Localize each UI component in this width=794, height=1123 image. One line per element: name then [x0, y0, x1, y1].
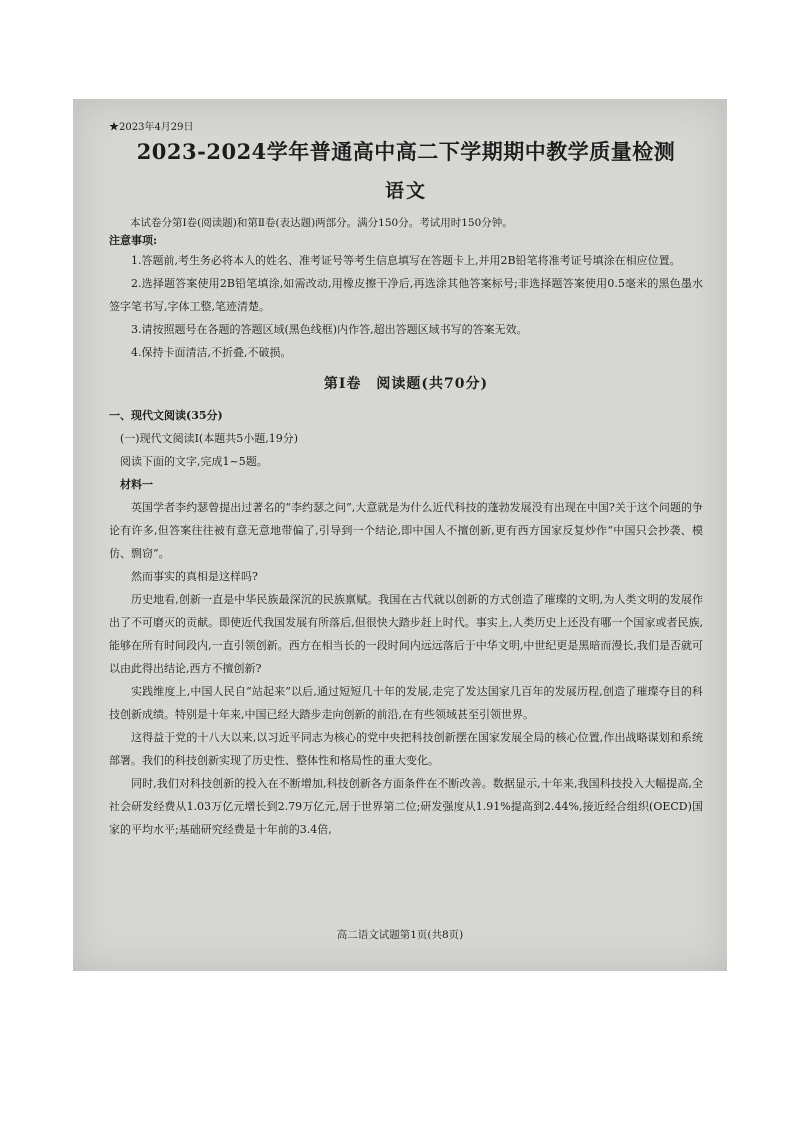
notice-item: 4.保持卡面清洁,不折叠,不破损。: [131, 346, 292, 359]
passage-paragraph: 同时,我们对科技创新的投入在不断增加,科技创新各方面条件在不断改善。数据显示,十年来,我国科技投入大幅提高,全社会研发经费从1.03万亿元增长到2.79万亿元,居于世界第二位;研发强度从1.91%提高到2.44%,接近经合组织(OECD)国家的平均水平;基础研究经费是十年前的3.4倍,: [109, 777, 703, 836]
section-title: 第Ⅰ卷 阅读题(共70分): [323, 376, 489, 392]
notice-heading: 注意事项:: [109, 234, 158, 247]
page-footer: 高二语文试题第1页(共8页): [336, 929, 464, 941]
passage-paragraph: 然而事实的真相是这样吗?: [131, 570, 258, 583]
exam-title: 2023-2024学年普通高中高二下学期期中教学质量检测: [136, 139, 676, 164]
exam-date: ★2023年4月29日: [109, 122, 194, 133]
notice-item: 3.请按照题号在各题的答题区域(黑色线框)内作答,超出答题区域书写的答案无效。: [131, 323, 528, 336]
document-photo: [73, 99, 727, 971]
material-label: 材料一: [120, 478, 153, 491]
passage-paragraph: 实践维度上,中国人民自“站起来”以后,通过短短几十年的发展,走完了发达国家几百年的发展历程,创造了璀璨夺目的科技创新成绩。特别是十年来,中国已经大踏步走向创新的前沿,在有些领域甚至引领世界。: [109, 685, 703, 721]
subpart-heading: (一)现代文阅读Ⅰ(本题共5小题,19分): [120, 432, 299, 445]
passage-paragraph: 历史地看,创新一直是中华民族最深沉的民族禀赋。我国在古代就以创新的方式创造了璀璨的文明,为人类文明的发展作出了不可磨灭的贡献。即使近代我国发展有所落后,但很快大踏步赶上时代。事实上,人类历史上还没有哪一个国家或者民族,能够在所有时间段内,一直引领创新。西方在相当长的一段时间内远远落后于中华文明,中世纪更是黑暗而漫长,我们是否就可以由此得出结论,西方不擅创新?: [109, 593, 703, 675]
reading-instruction: 阅读下面的文字,完成1~5题。: [120, 455, 268, 468]
passage-paragraph: 英国学者李约瑟曾提出过著名的“李约瑟之问”,大意就是为什么近代科技的蓬勃发展没有出现在中国?关于这个问题的争论有许多,但答案往往被有意无意地带偏了,引导到一个结论,即中国人不擅创新,更有西方国家反复炒作“中国只会抄袭、模仿、剽窃”。: [109, 501, 703, 560]
part-heading: 一、现代文阅读(35分): [109, 409, 223, 422]
exam-subject: 语文: [384, 180, 427, 202]
exam-intro: 本试卷分第Ⅰ卷(阅读题)和第Ⅱ卷(表达题)两部分。满分150分。考试用时150分钟。: [130, 217, 513, 229]
notice-item: 2.选择题答案使用2B铅笔填涂,如需改动,用橡皮擦干净后,再选涂其他答案标号;非选择题答案使用0.5毫米的黑色墨水签字笔书写,字体工整,笔迹清楚。: [109, 277, 703, 313]
notice-item: 1.答题前,考生务必将本人的姓名、准考证号等考生信息填写在答题卡上,并用2B铅笔将准考证号填涂在相应位置。: [131, 254, 681, 267]
exam-page: [73, 99, 727, 971]
passage-paragraph: 这得益于党的十八大以来,以习近平同志为核心的党中央把科技创新摆在国家发展全局的核心位置,作出战略谋划和系统部署。我们的科技创新实现了历史性、整体性和格局性的重大变化。: [109, 731, 703, 767]
